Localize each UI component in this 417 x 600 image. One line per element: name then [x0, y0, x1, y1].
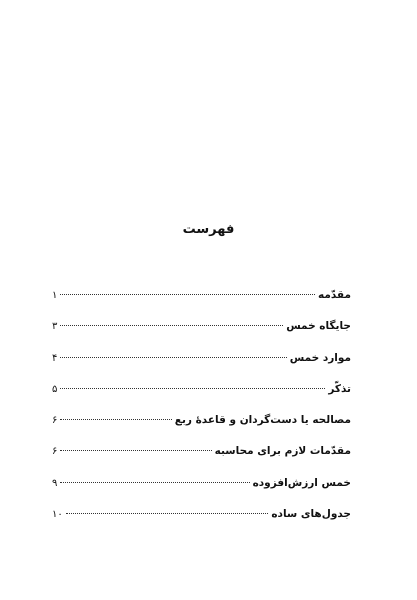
toc-entry: [52, 508, 351, 539]
toc-dot-leader: [66, 513, 269, 514]
toc-entry-label: خمس ارزش‌افزوده: [252, 476, 351, 489]
toc-dot-leader: [60, 357, 286, 358]
toc-entry-label: موارد خمس: [289, 351, 351, 364]
toc-entry: [52, 320, 351, 351]
toc-entry: [52, 477, 351, 508]
toc-entry-page: ۴: [52, 352, 58, 364]
toc-entry: [52, 289, 351, 320]
toc-entry-label: مصالحه یا دست‌گردان و قاعدهٔ ربع: [174, 414, 351, 427]
toc-list: [52, 289, 351, 539]
toc-entry-label: تذکّر: [328, 382, 351, 395]
toc-entry-label: جایگاه خمس: [286, 320, 351, 333]
toc-dot-leader: [60, 388, 325, 389]
toc-entry-page: ۹: [52, 477, 58, 489]
toc-entry: [52, 383, 351, 414]
toc-entry-page: ۶: [52, 446, 58, 458]
toc-dot-leader: [60, 325, 283, 326]
toc-entry-page: ۶: [52, 415, 58, 427]
toc-entry-label: مقدّمه: [318, 289, 351, 301]
toc-entry-label: جدول‌های ساده: [271, 508, 351, 521]
toc-entry-label: مقدّمات لازم برای محاسبه: [214, 445, 351, 458]
toc-entry-page: ۱: [52, 290, 58, 301]
toc-dot-leader: [60, 482, 249, 483]
toc-entry: [52, 352, 351, 383]
toc-dot-leader: [60, 450, 211, 451]
toc-title: فهرست: [182, 222, 235, 237]
toc-entry-page: ۳: [52, 321, 58, 333]
toc-entry: [52, 445, 351, 476]
toc-entry: [52, 414, 351, 445]
toc-dot-leader: [60, 294, 315, 295]
toc-dot-leader: [60, 419, 171, 420]
toc-entry-page: ۵: [52, 383, 58, 395]
toc-entry-page: ۱۰: [52, 509, 63, 521]
